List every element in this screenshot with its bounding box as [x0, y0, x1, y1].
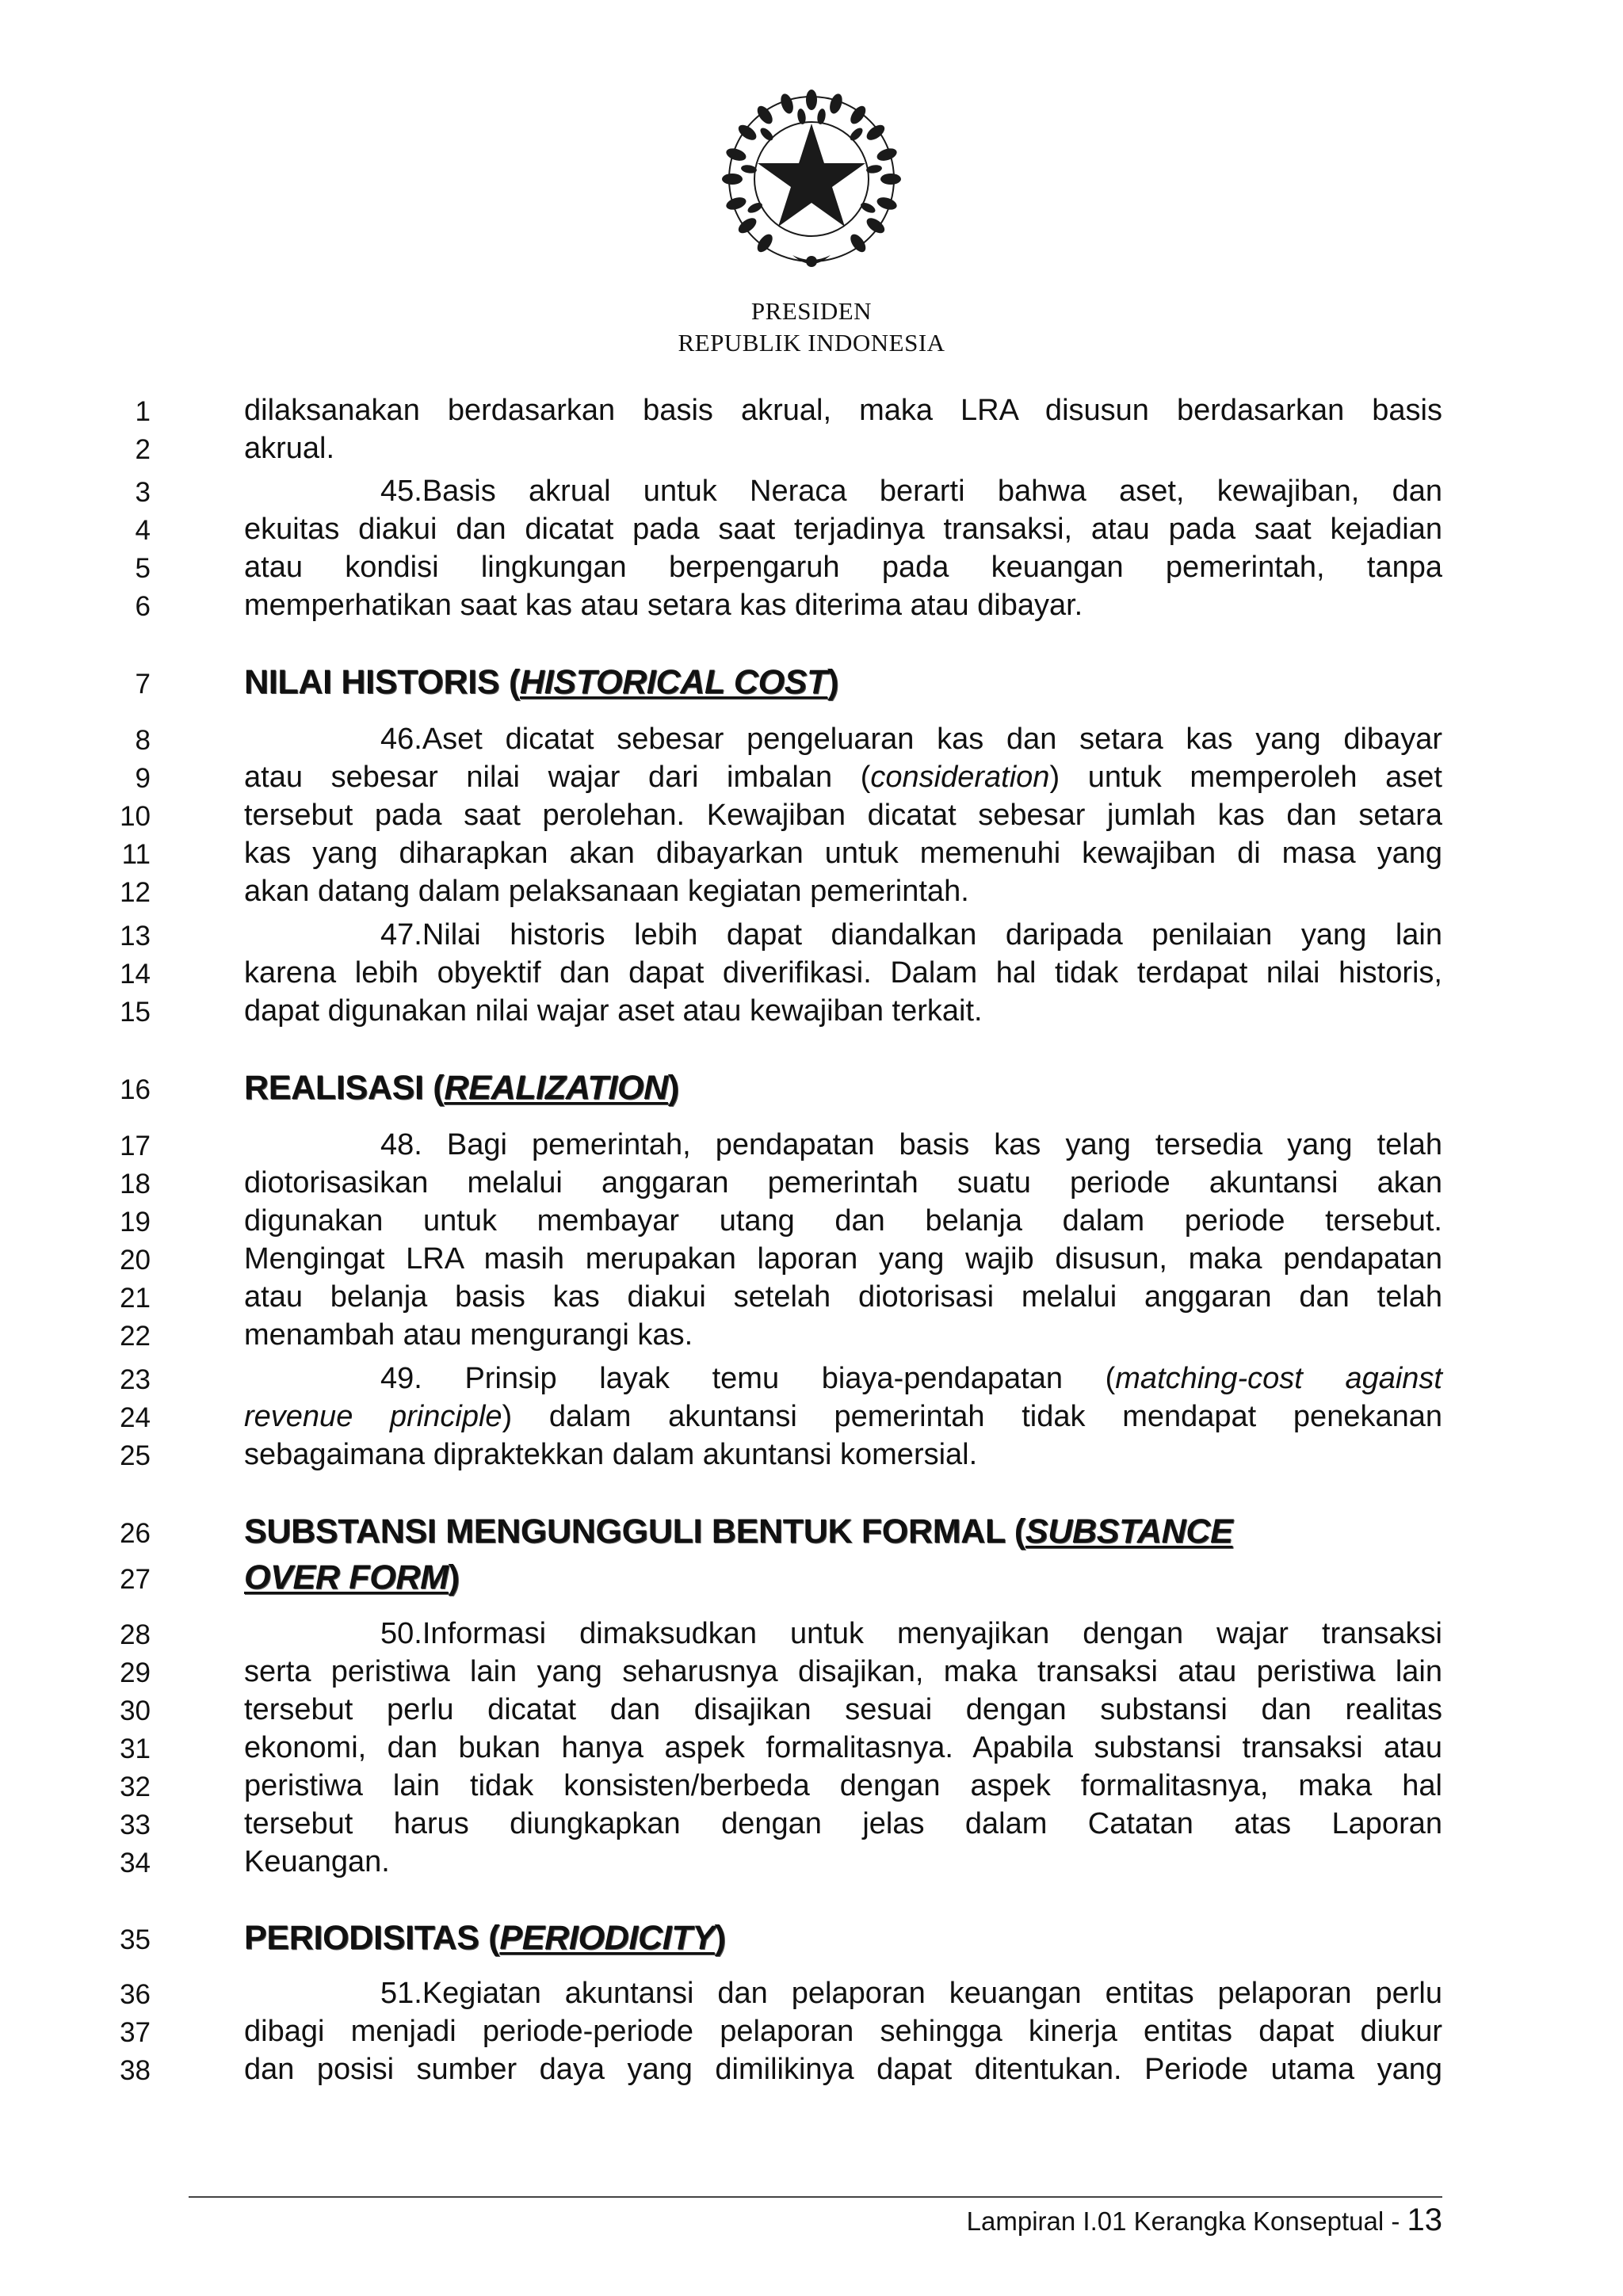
text-line: kas yang diharapkan akan dibayarkan untuk memenuhi kewajiban di masa yang [244, 837, 1442, 870]
line-number: 15 [120, 997, 151, 1028]
text-line: digunakan untuk membayar utang dan belanja dalam periode tersebut. [244, 1204, 1442, 1238]
section-heading-substansi-cont: OVER FORM) [244, 1558, 460, 1596]
line-number: 1 [135, 396, 151, 427]
text-line: 49. Prinsip layak temu biaya-pendapatan (matching-cost against [380, 1362, 1442, 1395]
line-number: 27 [120, 1564, 151, 1595]
line-number: 9 [135, 763, 151, 794]
line-number: 25 [120, 1440, 151, 1471]
line-number: 14 [120, 959, 151, 990]
line-number: 34 [120, 1848, 151, 1878]
line-number: 26 [120, 1518, 151, 1549]
line-number: 33 [120, 1810, 151, 1840]
text-line: dapat digunakan nilai wajar aset atau kewajiban terkait. [244, 994, 983, 1028]
text-line: atau kondisi lingkungan berpengaruh pada keuangan pemerintah, tanpa [244, 551, 1442, 584]
text-line: atau sebesar nilai wajar dari imbalan (consideration) untuk memperoleh aset [244, 761, 1442, 794]
line-number: 2 [135, 434, 151, 465]
header-title-president: PRESIDEN [750, 297, 873, 325]
text-line: tersebut harus diungkapkan dengan jelas dalam Catatan atas Laporan [244, 1807, 1442, 1840]
text-line: dilaksanakan berdasarkan basis akrual, maka LRA disusun berdasarkan basis [244, 394, 1442, 427]
text-line: tersebut perlu dicatat dan disajikan sesuai dengan substansi dan realitas [244, 1693, 1442, 1726]
section-heading-realisasi: REALISASI (REALIZATION) [244, 1069, 679, 1107]
text-line: karena lebih obyektif dan dapat diverifikasi. Dalam hal tidak terdapat nilai historis, [244, 956, 1442, 990]
line-number: 24 [120, 1402, 151, 1433]
line-number: 7 [135, 669, 151, 700]
text-line: 46.Aset dicatat sebesar pengeluaran kas dan setara kas yang dibayar [380, 723, 1442, 756]
text-line: 51.Kegiatan akuntansi dan pelaporan keuangan entitas pelaporan perlu [380, 1977, 1442, 2010]
text-line: Keuangan. [244, 1845, 390, 1878]
text-line: 48. Bagi pemerintah, pendapatan basis kas yang tersedia yang telah [380, 1128, 1442, 1161]
line-number: 17 [120, 1131, 151, 1161]
text-line: atau belanja basis kas diakui setelah diotorisasi melalui anggaran dan telah [244, 1280, 1442, 1314]
line-number: 8 [135, 725, 151, 756]
line-number: 22 [120, 1321, 151, 1352]
line-number: 12 [120, 877, 151, 908]
text-line: 47.Nilai historis lebih dapat diandalkan daripada penilaian yang lain [380, 918, 1442, 952]
line-number: 28 [120, 1619, 151, 1650]
line-number: 23 [120, 1364, 151, 1395]
line-number: 10 [120, 801, 151, 832]
text-line: 45.Basis akrual untuk Neraca berarti bahwa aset, kewajiban, dan [380, 475, 1442, 508]
text-line: sebagaimana dipraktekkan dalam akuntansi komersial. [244, 1438, 978, 1471]
text-line: revenue principle) dalam akuntansi pemerintah tidak mendapat penekanan [244, 1400, 1442, 1433]
line-number: 21 [120, 1283, 151, 1314]
page-number: 13 [1407, 2203, 1442, 2237]
line-number: 11 [121, 839, 151, 870]
text-line: Mengingat LRA masih merupakan laporan yang wajib disusun, maka pendapatan [244, 1242, 1442, 1276]
line-number: 13 [120, 921, 151, 952]
section-heading-substansi: SUBSTANSI MENGUNGGULI BENTUK FORMAL (SUBSTANCE [244, 1512, 1233, 1550]
text-line: ekuitas diakui dan dicatat pada saat terjadinya transaksi, atau pada saat kejadian [244, 513, 1442, 546]
line-number: 3 [135, 477, 151, 508]
footer-label: Lampiran I.01 Kerangka Konseptual - [966, 2206, 1407, 2236]
line-number: 4 [135, 515, 151, 546]
text-line: akrual. [244, 432, 335, 465]
text-line: menambah atau mengurangi kas. [244, 1318, 693, 1352]
line-number: 16 [120, 1074, 151, 1105]
text-line: serta peristiwa lain yang seharusnya disajikan, maka transaksi atau peristiwa lain [244, 1655, 1442, 1688]
line-number: 31 [120, 1733, 151, 1764]
text-line: dan posisi sumber daya yang dimilikinya dapat ditentukan. Periode utama yang [244, 2053, 1442, 2086]
line-number: 37 [120, 2017, 151, 2048]
line-number: 19 [120, 1207, 151, 1238]
section-heading-historis: NILAI HISTORIS (HISTORICAL COST) [244, 663, 839, 701]
line-number: 35 [120, 1924, 151, 1955]
garuda-emblem-icon [716, 86, 907, 277]
line-number: 38 [120, 2055, 151, 2086]
header-title-republic: REPUBLIK INDONESIA [678, 329, 945, 357]
text-line: peristiwa lain tidak konsisten/berbeda dengan aspek formalitasnya, maka hal [244, 1769, 1442, 1802]
section-heading-periodisitas: PERIODISITAS (PERIODICITY) [244, 1919, 726, 1957]
line-number: 30 [120, 1695, 151, 1726]
line-number: 20 [120, 1245, 151, 1276]
text-line: 50.Informasi dimaksudkan untuk menyajikan dengan wajar transaksi [380, 1617, 1442, 1650]
line-number: 29 [120, 1657, 151, 1688]
line-number: 32 [120, 1772, 151, 1802]
text-line: akan datang dalam pelaksanaan kegiatan pemerintah. [244, 875, 969, 908]
line-number: 5 [135, 553, 151, 584]
line-number: 6 [135, 591, 151, 622]
text-line: diotorisasikan melalui anggaran pemerintah suatu periode akuntansi akan [244, 1166, 1442, 1199]
footer-divider [189, 2196, 1442, 2198]
text-line: ekonomi, dan bukan hanya aspek formalitasnya. Apabila substansi transaksi atau [244, 1731, 1442, 1764]
text-line: tersebut pada saat perolehan. Kewajiban dicatat sebesar jumlah kas dan setara [244, 799, 1442, 832]
text-line: dibagi menjadi periode-periode pelaporan sehingga kinerja entitas dapat diukur [244, 2015, 1442, 2048]
footer [856, 2203, 1442, 2238]
line-number: 36 [120, 1979, 151, 2010]
line-number: 18 [120, 1169, 151, 1199]
text-line: memperhatikan saat kas atau setara kas diterima atau dibayar. [244, 589, 1083, 622]
